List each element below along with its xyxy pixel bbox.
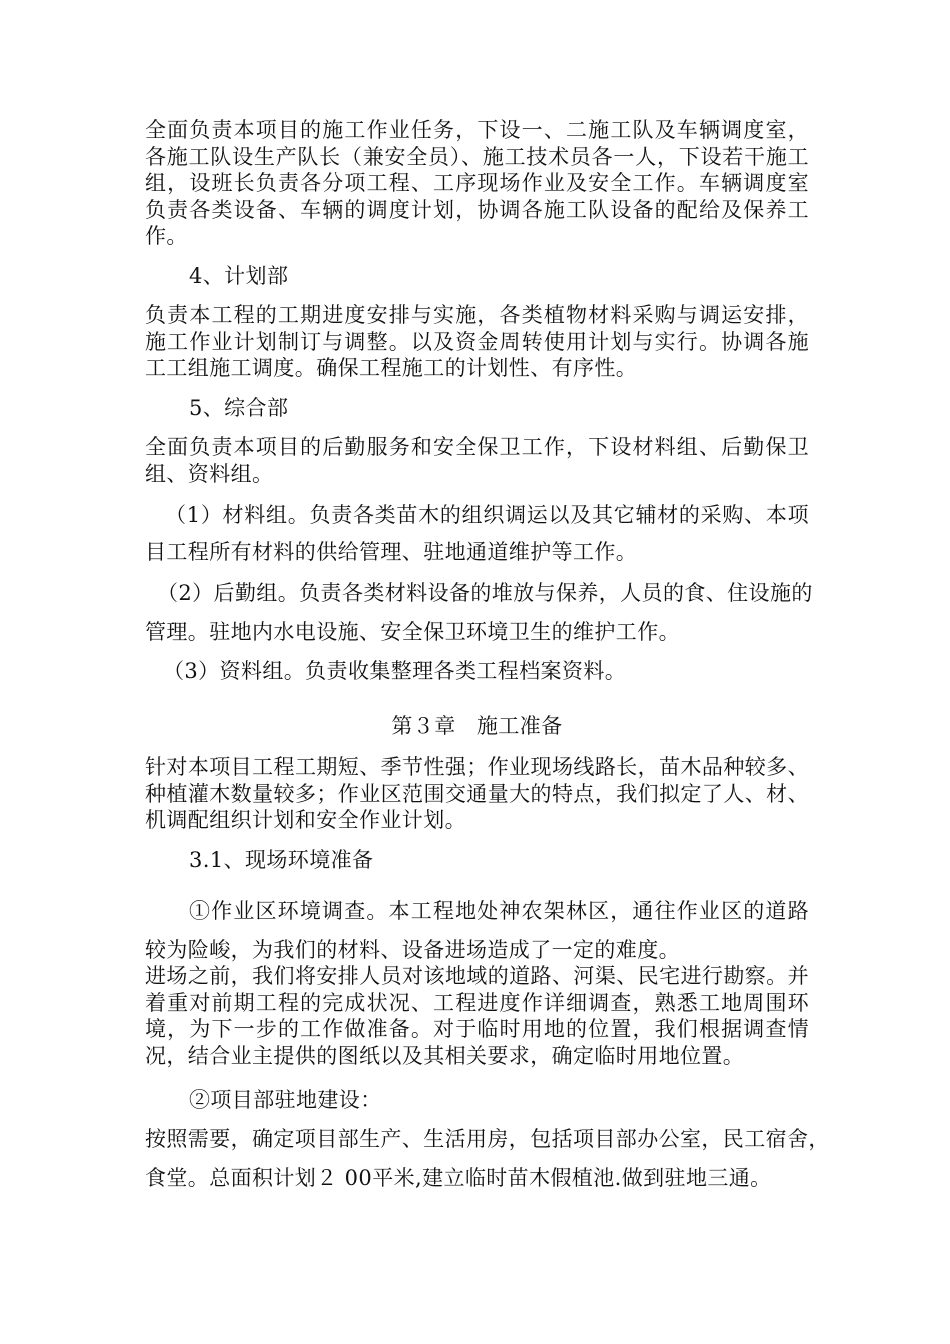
- text-line: ②项目部驻地建设：: [189, 1088, 382, 1112]
- text-line: 负责本工程的工期进度安排与实施，各类植物材料采购与调运安排，: [145, 303, 809, 327]
- text-line: 按照需要，确定项目部生产、生活用房，包括项目部办公室，民工宿舍，: [145, 1127, 830, 1151]
- text-line: （1）材料组。负责各类苗木的组织调运以及其它辅材的采购、本项: [165, 503, 809, 527]
- text-line: 组，设班长负责各分项工程、工序现场作业及安全工作。车辆调度室: [145, 171, 809, 195]
- text-line: ①作业区环境调查。本工程地处神农架林区，通往作业区的道路: [189, 899, 809, 923]
- text-line: 4、计划部: [189, 264, 289, 288]
- text-line: 全面负责本项目的施工作业任务，下设一、二施工队及车辆调度室，: [145, 118, 809, 142]
- text-line: 机调配组织计划和安全作业计划。: [145, 808, 466, 832]
- text-line: 组、资料组。: [145, 462, 274, 486]
- text-line: 施工作业计划制订与调整。以及资金周转使用计划与实行。协调各施: [145, 330, 809, 354]
- text-line: 种植灌木数量较多；作业区范围交通量大的特点，我们拟定了人、材、: [145, 782, 809, 806]
- text-line: （2）后勤组。负责各类材料设备的堆放与保养，人员的食、住设施的: [157, 581, 813, 605]
- text-line: 况，结合业主提供的图纸以及其相关要求，确定临时用地位置。: [145, 1044, 745, 1068]
- text-line: 负责各类设备、车辆的调度计划，协调各施工队设备的配给及保养工: [145, 198, 809, 222]
- text-line: 针对本项目工程工期短、季节性强；作业现场线路长，苗木品种较多、: [145, 755, 809, 779]
- text-line: 各施工队设生产队长（兼安全员）、施工技术员各一人，下设若干施工: [145, 145, 809, 169]
- text-line: 工工组施工调度。确保工程施工的计划性、有序性。: [145, 356, 638, 380]
- text-line: 5、综合部: [189, 396, 289, 420]
- text-line: 较为险峻，为我们的材料、设备进场造成了一定的难度。: [145, 938, 680, 962]
- chapter-heading: 第３章 施工准备: [391, 714, 563, 738]
- text-line: 食堂。总面积计划２ 00平米,建立临时苗木假植池.做到驻地三通。: [145, 1166, 772, 1190]
- text-line: 着重对前期工程的完成状况、工程进度作详细调查，熟悉工地周围环: [145, 991, 809, 1015]
- text-line: 管理。驻地内水电设施、安全保卫环境卫生的维护工作。: [145, 620, 680, 644]
- text-line: （3）资料组。负责收集整理各类工程档案资料。: [163, 659, 627, 683]
- text-line: 3.1、现场环境准备: [189, 848, 374, 872]
- text-line: 目工程所有材料的供给管理、驻地通道维护等工作。: [145, 540, 638, 564]
- text-line: 境，为下一步的工作做准备。对于临时用地的位置，我们根据调查情: [145, 1017, 809, 1041]
- text-line: 全面负责本项目的后勤服务和安全保卫工作，下设材料组、后勤保卫: [145, 435, 809, 459]
- text-line: 进场之前，我们将安排人员对该地域的道路、河渠、民宅进行勘察。并: [145, 964, 809, 988]
- text-line: 作。: [145, 224, 188, 248]
